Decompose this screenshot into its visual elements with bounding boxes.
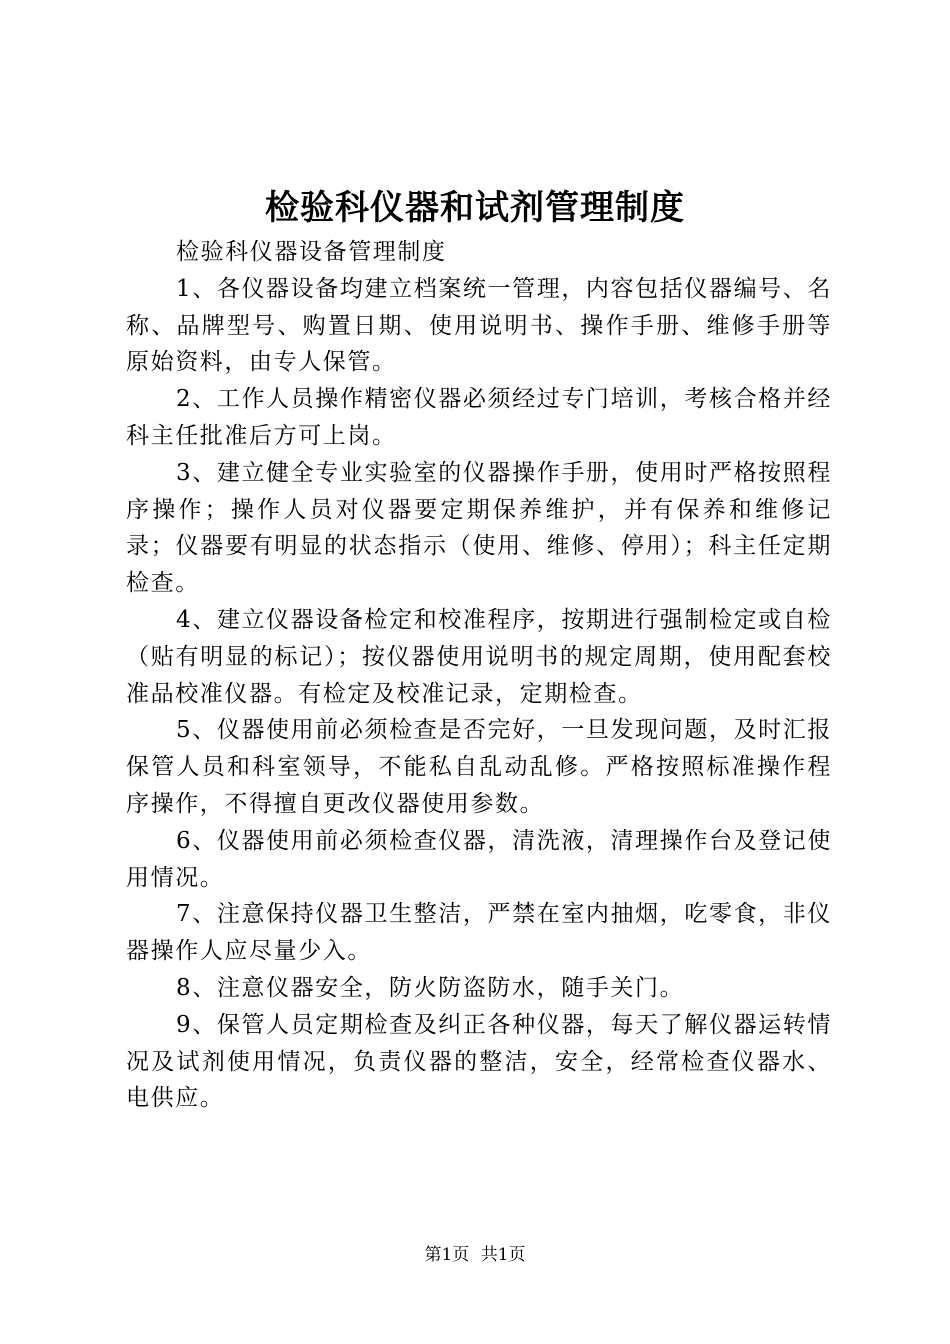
rule-item-5: 5、仪器使用前必须检查是否完好，一旦发现问题，及时汇报保管人员和科室领导，不能私自乱动乱修。严格按照标准操作程序操作，不得擅自更改仪器使用参数。 xyxy=(126,717,832,817)
rule-item-2: 2、工作人员操作精密仪器必须经过专门培训，考核合格并经科主任批准后方可上岗。 xyxy=(126,386,832,449)
page-title: 检验科仪器和试剂管理制度 xyxy=(265,188,685,228)
rule-item-4: 4、建立仪器设备检定和校准程序，按期进行强制检定或自检（贴有明显的标记）；按仪器使用说明书的规定周期，使用配套校准品校准仪器。有检定及校准记录，定期检查。 xyxy=(126,606,832,707)
page-total: 共1页 xyxy=(480,1245,526,1265)
section-heading: 检验科仪器设备管理制度 xyxy=(176,239,447,265)
document-body xyxy=(126,234,832,1117)
rule-item-8: 8、注意仪器安全，防火防盗防水，随手关门。 xyxy=(176,974,685,1001)
rule-item-9: 9、保管人员定期检查及纠正各种仪器，每天了解仪器运转情况及试剂使用情况，负责仪器的整洁，安全，经常检查仪器水、电供应。 xyxy=(126,1011,832,1112)
rule-item-6: 6、仪器使用前必须检查仪器，清洗液，清理操作台及登记使用情况。 xyxy=(126,827,832,891)
rule-item-7: 7、注意保持仪器卫生整洁，严禁在室内抽烟，吃零食，非仪器操作人应尽量少入。 xyxy=(126,901,832,965)
page-number: 第1页 xyxy=(424,1245,470,1265)
rule-item-1: 1、各仪器设备均建立档案统一管理，内容包括仪器编号、名称、品牌型号、购置日期、使用说明书、操作手册、维修手册等原始资料，由专人保管。 xyxy=(126,275,832,376)
page-footer xyxy=(0,1243,950,1267)
rule-item-3: 3、建立健全专业实验室的仪器操作手册，使用时严格按照程序操作；操作人员对仪器要定期保养维护，并有保养和维修记录；仪器要有明显的状态指示（使用、维修、停用）；科主任定期检查。 xyxy=(126,459,832,597)
